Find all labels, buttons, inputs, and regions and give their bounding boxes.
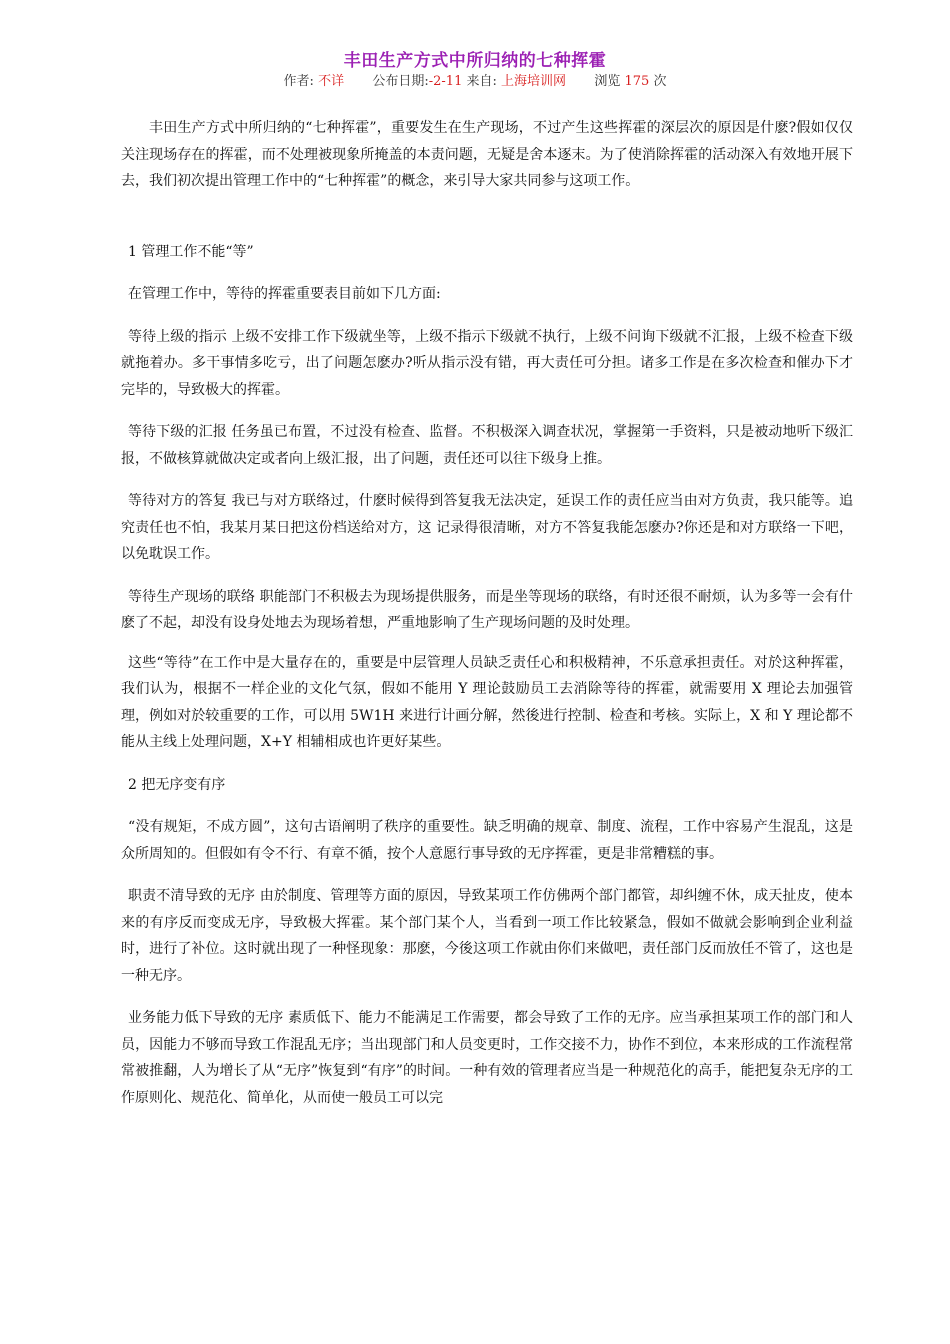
article-meta [0,70,950,89]
views-value: 175 [624,74,650,89]
section-heading-2: 2 把无序变有序 [128,776,226,793]
source-label: 来自: [466,74,497,89]
date-value: -2-11 [428,74,463,89]
views-unit: 次 [653,74,667,89]
body-paragraph: 等待对方的答复 我已与对方联络过，什麽时候得到答复我无法决定，延误工作的责任应当由对方负责，我只能等。追究责任也不怕，我某月某日把这份档送给对方，这 记录得很清晰，对方不答复我能怎麽办?你还是和对方联络一下吧，以免耽误工作。 [121,493,853,562]
body-paragraph: “没有规矩，不成方圆”，这句古语阐明了秩序的重要性。缺乏明确的规章、制度、流程，工作中容易产生混乱，这是众所周知的。但假如有令不行、有章不循，按个人意愿行事导致的无序挥霍，更是非常糟糕的事。 [121,819,853,862]
body-paragraph: 在管理工作中，等待的挥霍重要表目前如下几方面: [128,286,441,302]
date-label: 公布日期: [372,74,429,89]
views-label: 浏览 [594,74,621,89]
body-paragraph: 等待上级的指示 上级不安排工作下级就坐等，上级不指示下级就不执行，上级不问询下级就不汇报，上级不检查下级就拖着办。多干事情多吃亏，出了问题怎麽办?听从指示没有错，再大责任可分担。诸多工作是在多次检查和催办下才完毕的，导致极大的挥霍。 [121,328,853,398]
body-paragraph: 这些“等待”在工作中是大量存在的，重要是中层管理人员缺乏责任心和积极精神，不乐意承担责任。对於这种挥霍，我们认为，根据不一样企业的文化气氛，假如不能用 Y 理论鼓励员工去消除等待的挥霍，就需要用 X 理论去加强管理，例如对於较重要的工作，可以用 5W1H 来进行计画分解，然後进行控制、检查和考核。实际上，X 和 Y 理论都不能从主线上处理问题，X+Y 相辅相成也许更好某些。 [121,654,853,750]
article-title: 丰田生产方式中所归纳的七种挥霍 [343,51,607,71]
article-body [121,115,853,1111]
section-heading-1: 1 管理工作不能“等” [128,243,254,260]
body-paragraph: 等待生产现场的联络 职能部门不积极去为现场提供服务，而是坐等现场的联络，有时还很不耐烦，认为多等一会有什麽了不起，却没有设身处地去为现场着想，严重地影响了生产现场问题的及时处理。 [121,588,853,631]
body-paragraph: 业务能力低下导致的无序 素质低下、能力不能满足工作需要，都会导致了工作的无序。应当承担某项工作的部门和人员，因能力不够而导致工作混乱无序；当出现部门和人员变更时，工作交接不力，协作不到位，本来形成的工作流程常常被推翻，人为增长了从“无序”恢复到“有序”的时间。一种有效的管理者应当是一种规范化的高手，能把复杂无序的工作原则化、规范化、简单化，从而使一般员工可以完 [121,1010,853,1106]
author-value: 不详 [318,74,345,89]
body-paragraph: 职责不清导致的无序 由於制度、管理等方面的原因，导致某项工作仿佛两个部门都管，却纠缠不休，成天扯皮，使本来的有序反而变成无序，导致极大挥霍。某个部门某个人，当看到一项工作比较紧急，假如不做就会影响到企业利益时，进行了补位。这时就出现了一种怪现象：那麽，今後这项工作就由你们来做吧，责任部门反而放任不管了，这也是一种无序。 [121,888,853,984]
body-paragraph: 等待下级的汇报 任务虽已布置，不过没有检查、监督。不积极深入调查状况，掌握第一手资料，只是被动地听下级汇报，不做核算就做决定或者向上级汇报，出了问题，责任还可以往下级身上推。 [121,424,853,467]
author-label: 作者: [283,74,314,89]
source-value: 上海培训网 [501,74,567,89]
intro-paragraph: 丰田生产方式中所归纳的“七种挥霍”，重要发生在生产现场，不过产生这些挥霍的深层次的原因是什麽?假如仅仅关注现场存在的挥霍，而不处理被现象所掩盖的本责问题，无疑是舍本逐末。为了使消除挥霍的活动深入有效地开展下去，我们初次提出管理工作中的“七种挥霍”的概念，来引导大家共同参与这项工作。 [121,120,853,189]
